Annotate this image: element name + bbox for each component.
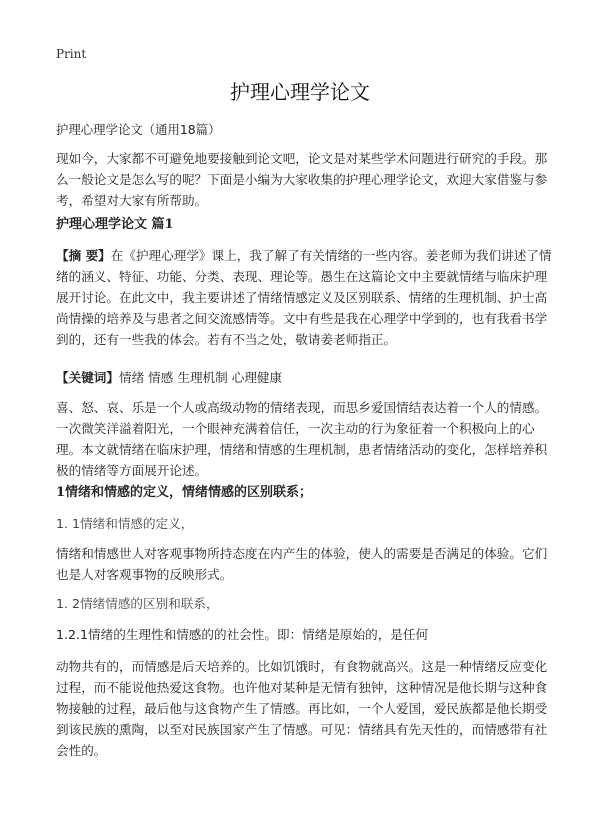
keywords-label: 【关键词】: [56, 370, 119, 385]
document-title: 护理心理学论文: [230, 80, 370, 104]
animals-paragraph: 动物共有的，而情感是后天培养的。比如饥饿时，有食物就高兴。这是一种情绪反应变化过程，而不能说他热爱这食物。也许他对某种是无情有独钟，这种情况是他长期与这种食物接触的过程，最后他与这食物产生了情感。再比如，一个人爱国，爱民族都是他长期受到该民族的熏陶，以至对民族国家产生了情感。可见：情绪具有先天性的，而情感带有社会性的。: [56, 659, 548, 758]
abstract-label: 【摘 要】: [56, 248, 111, 263]
keywords-paragraph: [56, 367, 554, 388]
document-subtitle: 护理心理学论文（通用18篇）: [56, 122, 221, 137]
section-title: 护理心理学论文 篇1: [56, 217, 174, 232]
abstract-paragraph: [56, 245, 554, 350]
abstract-text: 在《护理心理学》课上，我了解了有关情绪的一些内容。姜老师为我们讲述了情绪的涵义、特征、功能、分类、表现、理论等。愚生在这篇论文中主要就情绪与临床护理展开讨论。在此文中，我主要讲述了情绪情感定义及区别联系、情绪的生理机制、护士高尚情操的培养及与患者之间交流感情等。文中有些是我在心理学中学到的，也有我看书学到的，还有一些我的体会。若有不当之处，敬请姜老师指正。: [56, 248, 552, 347]
heading-1-1: 1. 1情绪和情感的定义，: [56, 516, 194, 531]
print-link[interactable]: Print: [56, 47, 87, 61]
emotion-paragraph: 喜、怒、哀、乐是一个人或高级动物的情绪表现，而思乡爱国情结表达着一个人的情感。一次微笑洋溢着阳光，一个眼神充满着信任，一次主动的行为象征着一个积极向上的心理。本文就情绪在临床护理，情绪和情感的生理机制，患者情绪活动的变化，怎样培养积极的情绪等方面展开论述。: [56, 400, 548, 478]
definition-paragraph: 情绪和情感世人对客观事物所持态度在内产生的体验，使人的需要是否满足的体验。它们也是人对客观事物的反映形式。: [56, 546, 548, 582]
heading-1-2-1: 1.2.1情绪的生理性和情感的的社会性。即：情绪是原始的，是任何: [56, 627, 429, 642]
heading-1-2: 1. 2情绪情感的区别和联系，: [56, 596, 219, 611]
heading-1: 1情绪和情感的定义，情绪情感的区别联系；: [56, 485, 313, 500]
intro-paragraph: 现如今，大家都不可避免地要接触到论文吧，论文是对某些学术问题进行研究的手段。那么一般论文是怎么写的呢？下面是小编为大家收集的护理心理学论文，欢迎大家借鉴与参考，希望对大家有所帮助。: [56, 151, 548, 208]
keywords-text: 情绪 情感 生理机制 心理健康: [118, 370, 283, 385]
